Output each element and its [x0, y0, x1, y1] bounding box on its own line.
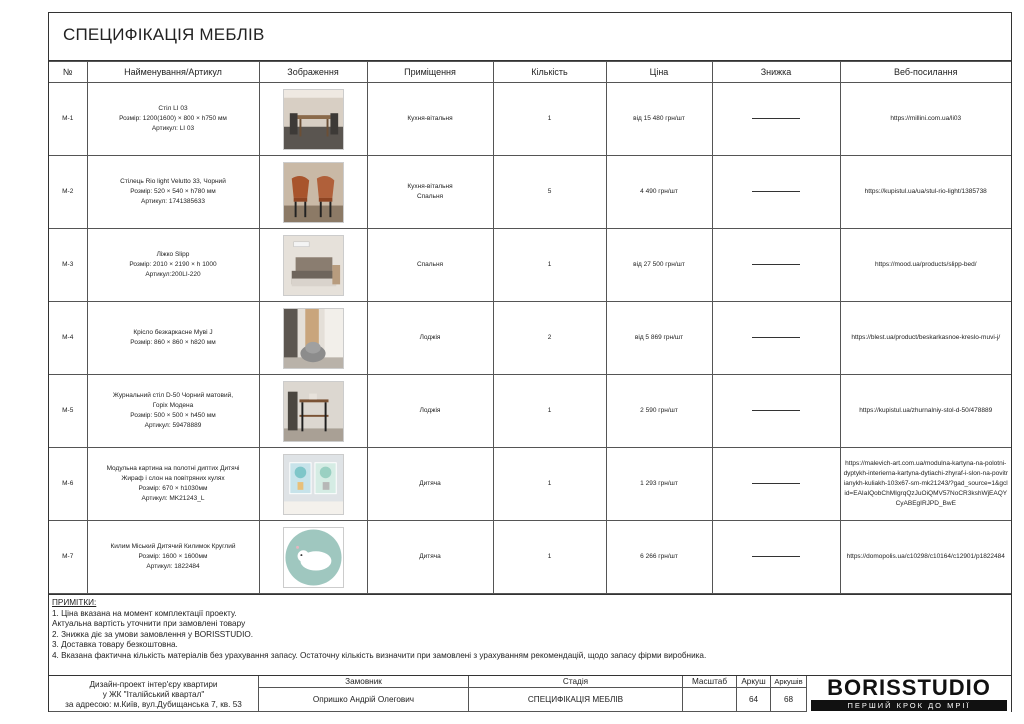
- item-web-link[interactable]: https://millini.com.ua/li03: [840, 83, 1011, 156]
- item-discount: [712, 521, 840, 594]
- item-price: від 27 500 грн/шт: [606, 229, 712, 302]
- row-number: М-3: [49, 229, 87, 302]
- item-room: Спальня: [367, 229, 493, 302]
- logo-name: BORISSTUDIO: [827, 675, 991, 700]
- item-web-link[interactable]: https://mood.ua/products/slipp-bed/: [840, 229, 1011, 302]
- table-header-row: [49, 62, 1011, 83]
- item-discount: [712, 156, 840, 229]
- scale-value: [683, 688, 737, 712]
- item-room: Лоджія: [367, 302, 493, 375]
- item-price: 1 293 грн/шт: [606, 448, 712, 521]
- note-line: Актуальна вартість уточнити при замовлені товару: [52, 619, 246, 629]
- item-room: Кухня-вітальня: [367, 83, 493, 156]
- col-quantity: Кількість: [493, 62, 606, 83]
- note-line: 1. Ціна вказана на момент комплектації проекту.: [52, 608, 237, 618]
- stage-header: Стадія: [469, 676, 683, 688]
- col-number: №: [49, 62, 87, 83]
- beanbag-photo: [283, 308, 344, 369]
- table-row: [49, 229, 1011, 302]
- empty-dash: [752, 337, 800, 338]
- customer-header: Замовник: [259, 676, 469, 688]
- item-discount: [712, 448, 840, 521]
- note-line: 4. Вказана фактична кількість матеріалів без урахування запасу. Остаточну кількість визначити при замовлені з урахуванням рекомендацій, щодо запасу фірми виробника.: [52, 650, 707, 660]
- empty-dash: [752, 556, 800, 557]
- item-discount: [712, 302, 840, 375]
- item-discount: [712, 229, 840, 302]
- empty-dash: [752, 483, 800, 484]
- item-name: Килим Міський Дитячий Килимок Круглий Розмір: 1600 × 1600мм Артикул: 1822484: [87, 521, 259, 594]
- notes-section: [49, 594, 1011, 676]
- item-quantity: 1: [493, 521, 606, 594]
- col-room: Приміщення: [367, 62, 493, 83]
- note-line: 2. Знижка діє за умови замовлення у BORISSTUDIO.: [52, 629, 254, 639]
- row-number: М-5: [49, 375, 87, 448]
- item-web-link[interactable]: https://malevich-art.com.ua/modulna-kartyna-na-polotni-dyptykh-interierna-kartyna-dytiachi-zhyraf-i-slon-na-povitrianykh-kuliakh-103x67-sm-mk21243/?gad_source=1&gclid=EAIaIQobChMIgrqQzJuOiQMV57NoCR3kshWjEAQYCyABEgIRJPD_BwE: [840, 448, 1011, 521]
- item-quantity: 2: [493, 302, 606, 375]
- item-quantity: 5: [493, 156, 606, 229]
- dining-table-photo: [283, 89, 344, 150]
- page-title: СПЕЦИФІКАЦІЯ МЕБЛІВ: [63, 25, 265, 44]
- item-room: Лоджія: [367, 375, 493, 448]
- row-number: М-1: [49, 83, 87, 156]
- stage-value: СПЕЦИФІКАЦІЯ МЕБЛІВ: [469, 688, 683, 712]
- item-name: Журнальний стіл D-50 Чорний матовий, Горіх Модена Розмір: 500 × 500 × h450 мм Артикул: 59478889: [87, 375, 259, 448]
- col-name: Найменування/Артикул: [87, 62, 259, 83]
- specification-table: [49, 61, 1011, 594]
- sheet-header: Аркуш: [737, 676, 771, 688]
- empty-dash: [752, 191, 800, 192]
- item-name: Ліжко Slipp Розмір: 2010 × 2190 × h 1000 Артикул:200LI-220: [87, 229, 259, 302]
- logo-tagline: ПЕРШИЙ КРОК ДО МРІЇ: [811, 700, 1007, 711]
- item-room: Дитяча: [367, 521, 493, 594]
- table-row: [49, 448, 1011, 521]
- item-image-cell: [259, 521, 367, 594]
- col-image: Зображення: [259, 62, 367, 83]
- sheet-number: 64: [737, 688, 771, 712]
- item-quantity: 1: [493, 229, 606, 302]
- row-number: М-4: [49, 302, 87, 375]
- chair-photo: [283, 162, 344, 223]
- canvas-art-photo: [283, 454, 344, 515]
- row-number: М-7: [49, 521, 87, 594]
- item-image-cell: [259, 375, 367, 448]
- coffee-table-photo: [283, 381, 344, 442]
- empty-dash: [752, 410, 800, 411]
- item-web-link[interactable]: https://kupistul.ua/ua/stul-rio-light/1385738: [840, 156, 1011, 229]
- customer-name: Опришко Андрій Олегович: [259, 688, 469, 712]
- item-room: Дитяча: [367, 448, 493, 521]
- item-discount: [712, 375, 840, 448]
- row-number: М-6: [49, 448, 87, 521]
- item-price: від 15 480 грн/шт: [606, 83, 712, 156]
- item-price: 6 266 грн/шт: [606, 521, 712, 594]
- item-web-link[interactable]: https://kupistul.ua/zhurnalniy-stol-d-50/478889: [840, 375, 1011, 448]
- item-image-cell: [259, 83, 367, 156]
- col-web-link: Веб-посилання: [840, 62, 1011, 83]
- table-row: [49, 156, 1011, 229]
- item-price: 2 590 грн/шт: [606, 375, 712, 448]
- item-price: від 5 869 грн/шт: [606, 302, 712, 375]
- scale-header: Масштаб: [683, 676, 737, 688]
- item-name: Стіл LI 03 Розмір: 1200(1600) × 800 × h750 мм Артикул: LI 03: [87, 83, 259, 156]
- row-number: М-2: [49, 156, 87, 229]
- item-discount: [712, 83, 840, 156]
- item-quantity: 1: [493, 448, 606, 521]
- item-web-link[interactable]: https://blest.ua/product/beskarkasnoe-kreslo-muvi-j/: [840, 302, 1011, 375]
- table-row: [49, 521, 1011, 594]
- item-room: Кухня-вітальня Спальня: [367, 156, 493, 229]
- item-image-cell: [259, 302, 367, 375]
- sheets-header: Аркушів: [771, 676, 807, 688]
- item-name: Стілець Rio light Velutto 33, Чорний Розмір: 520 × 540 × h780 мм Артикул: 1741385633: [87, 156, 259, 229]
- table-row: [49, 302, 1011, 375]
- sheets-total: 68: [771, 688, 807, 712]
- item-image-cell: [259, 448, 367, 521]
- bed-photo: [283, 235, 344, 296]
- item-image-cell: [259, 229, 367, 302]
- title-block: [49, 676, 1011, 712]
- item-quantity: 1: [493, 375, 606, 448]
- specification-sheet: [48, 12, 1012, 712]
- col-price: Ціна: [606, 62, 712, 83]
- notes-title: ПРИМІТКИ:: [52, 598, 97, 607]
- title-bar: [49, 13, 1011, 61]
- table-row: [49, 83, 1011, 156]
- round-rug-photo: [283, 527, 344, 588]
- item-web-link[interactable]: https://domopolis.ua/c10298/c10164/c12901/p1822484: [840, 521, 1011, 594]
- empty-dash: [752, 118, 800, 119]
- table-row: [49, 375, 1011, 448]
- col-discount: Знижка: [712, 62, 840, 83]
- item-name: Модульна картина на полотні диптих Дитячі Жираф і слон на повітряних кулях Розмір: 670 × h1030мм Артикул: MK21243_L: [87, 448, 259, 521]
- item-price: 4 490 грн/шт: [606, 156, 712, 229]
- item-name: Крісло безкаркасне Муві J Розмір: 860 × 860 × h820 мм: [87, 302, 259, 375]
- note-line: 3. Доставка товару безкоштовна.: [52, 640, 178, 650]
- project-description: Дизайн-проект інтер'єру квартири у ЖК "Італійський квартал" за адресою: м.Київ, вул.Дубищанська 7, кв. 53: [49, 676, 259, 712]
- item-image-cell: [259, 156, 367, 229]
- borisstudio-logo: [807, 676, 1011, 712]
- empty-dash: [752, 264, 800, 265]
- item-quantity: 1: [493, 83, 606, 156]
